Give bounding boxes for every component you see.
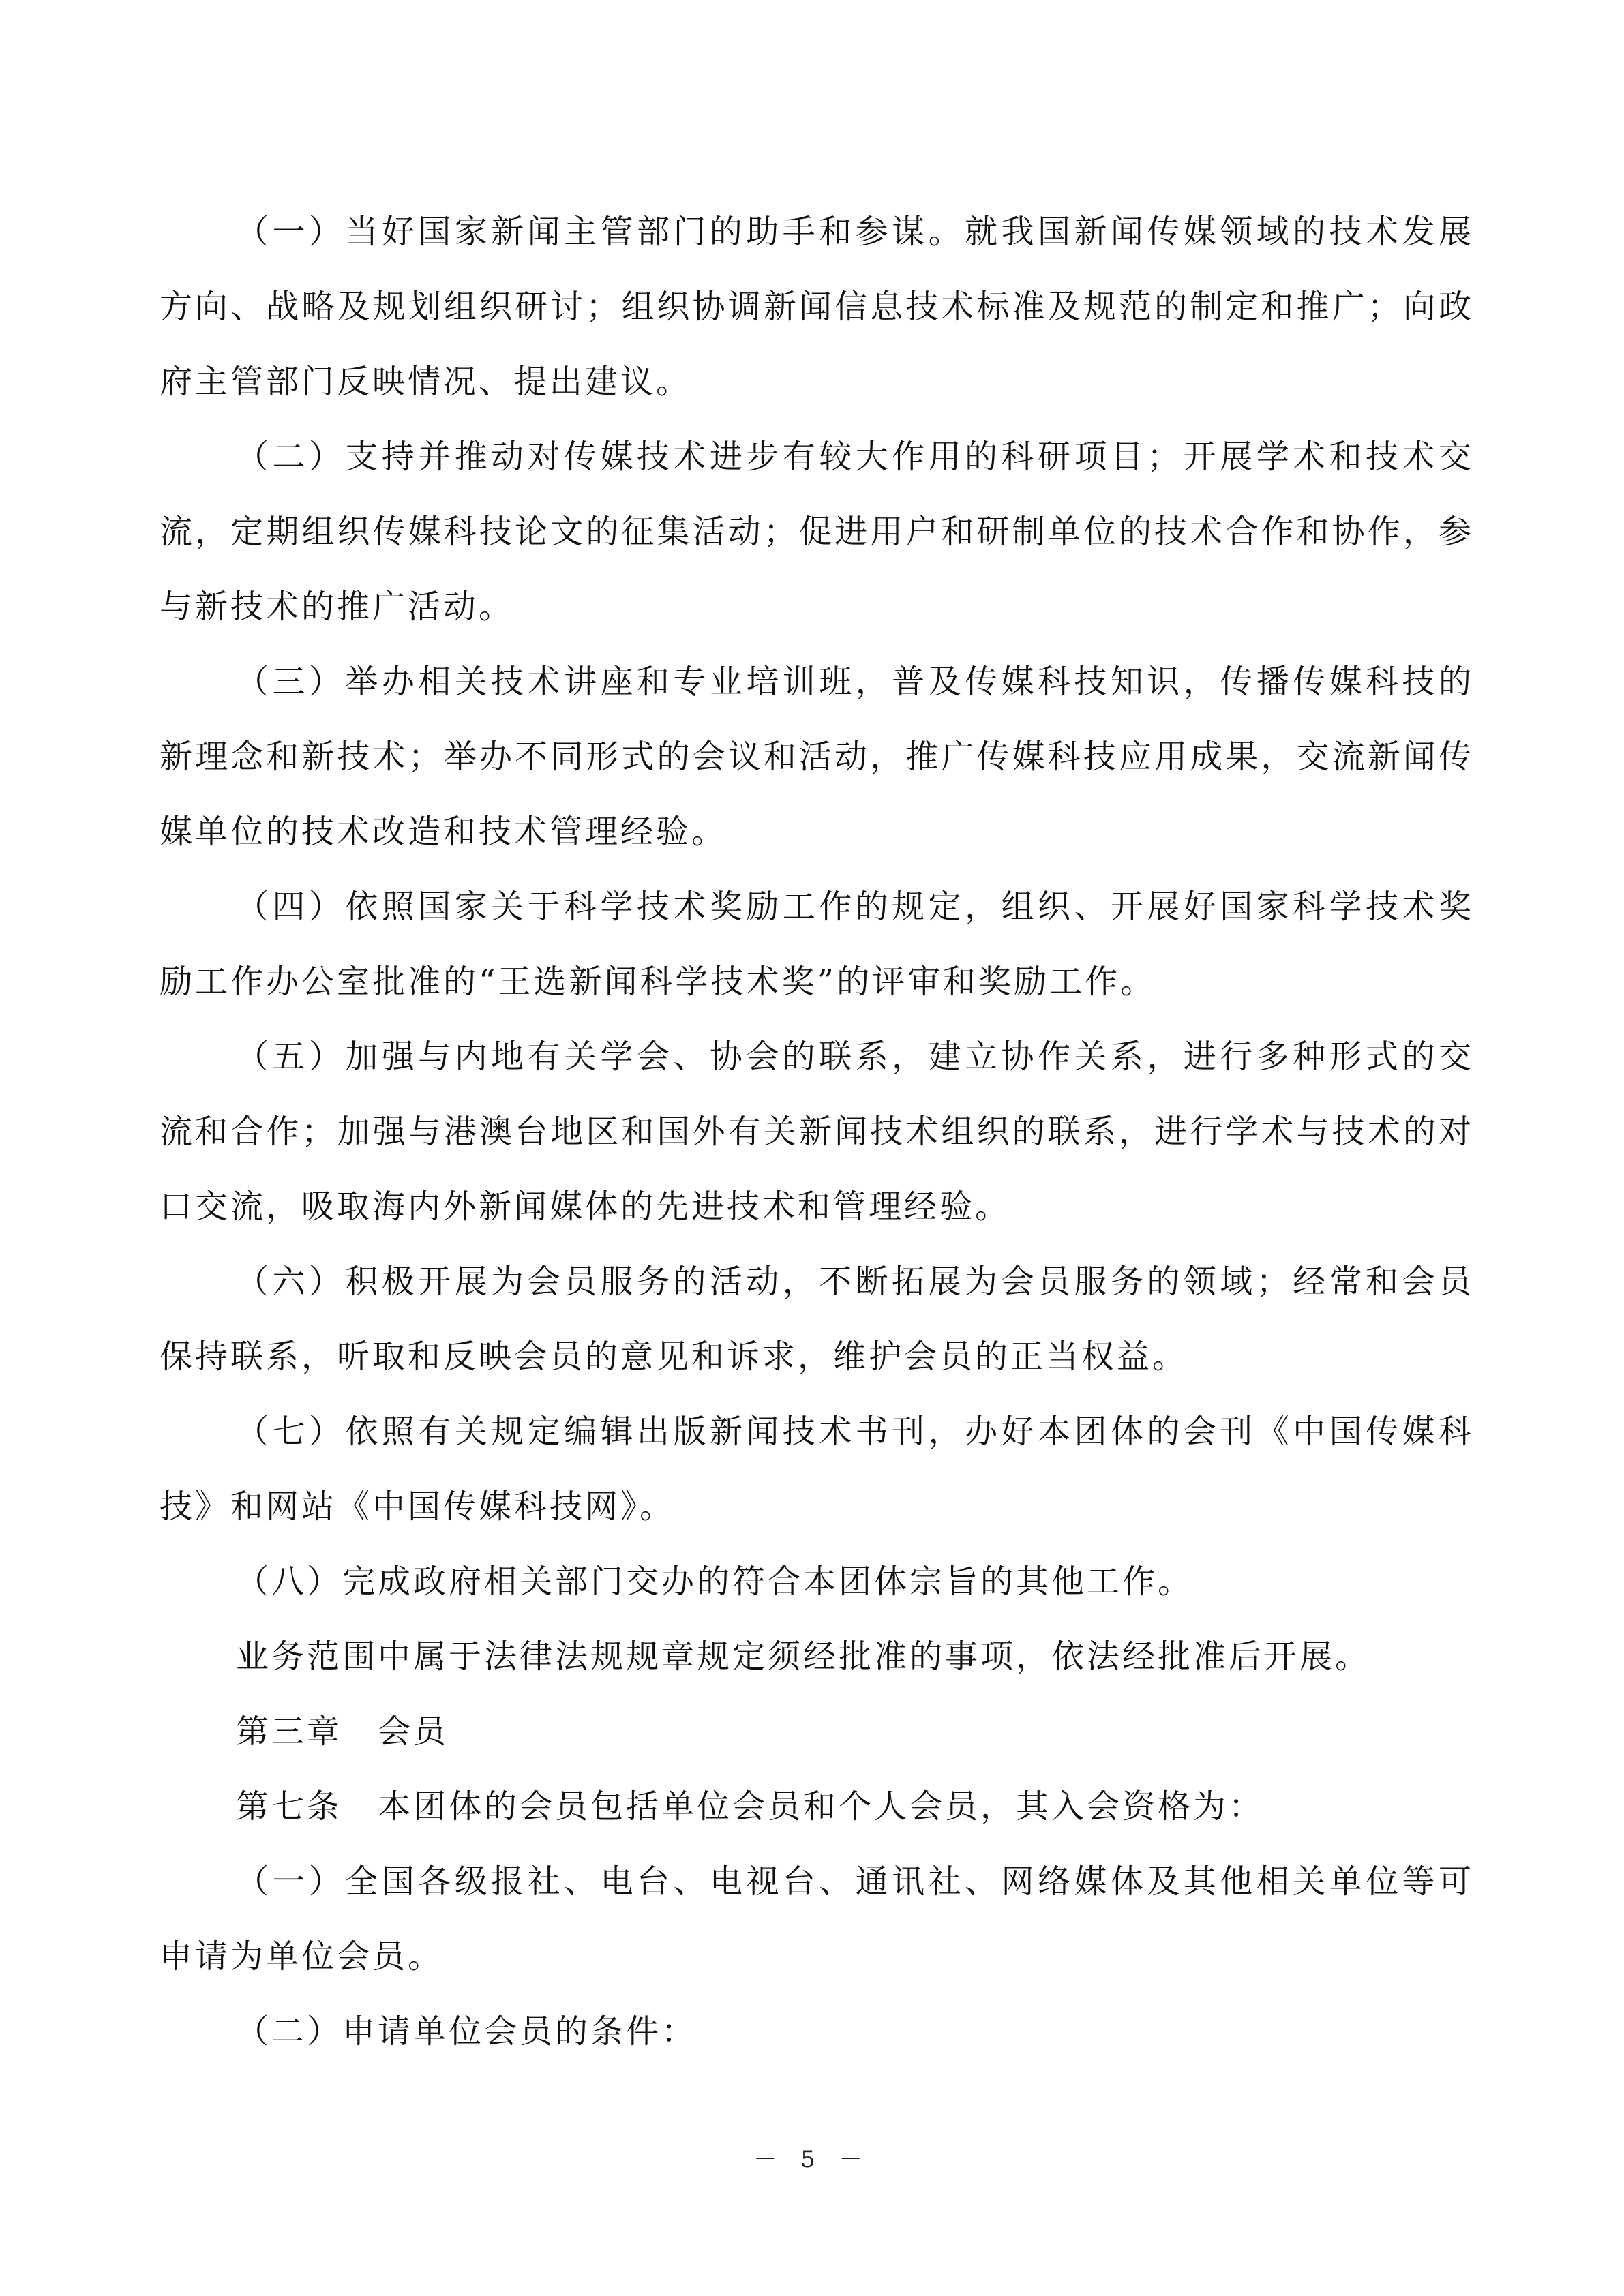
paragraph-business-4: （四）依照国家关于科学技术奖励工作的规定，组织、开展好国家科学技术奖励工作办公室批准的“王选新闻科学技术奖”的评审和奖励工作。 (160, 888, 1474, 1001)
article-seven: 第七条 本团体的会员包括单位会员和个人会员，其入会资格为： (236, 1787, 1265, 1826)
page-number: － 5 － (753, 2146, 871, 2173)
paragraph-business-5: （五）加强与内地有关学会、协会的联系，建立协作关系，进行多种形式的交流和合作；加强与港澳台地区和国外有关新闻技术组织的联系，进行学术与技术的对口交流，吸取海内外新闻媒体的先进技术和管理经验。 (160, 1038, 1474, 1226)
paragraph-business-6: （六）积极开展为会员服务的活动，不断拓展为会员服务的领域；经常和会员保持联系，听取和反映会员的意见和诉求，维护会员的正当权益。 (160, 1263, 1474, 1376)
paragraph-business-8: （八）完成政府相关部门交办的符合本团体宗旨的其他工作。 (236, 1562, 1194, 1601)
paragraph-business-2: （二）支持并推动对传媒技术进步有较大作用的科研项目；开展学术和技术交流，定期组织传媒科技论文的征集活动；促进用户和研制单位的技术合作和协作，参与新技术的推广活动。 (160, 438, 1474, 626)
paragraph-business-3: （三）举办相关技术讲座和专业培训班，普及传媒科技知识，传播传媒科技的新理念和新技术；举办不同形式的会议和活动，推广传媒科技应用成果，交流新闻传媒单位的技术改造和技术管理经验。 (160, 663, 1474, 851)
document-body (160, 194, 1474, 2069)
paragraph-membership-2: （二）申请单位会员的条件： (236, 2012, 697, 2051)
paragraph-business-scope-note: 业务范围中属于法律法规规章规定须经批准的事项，依法经批准后开展。 (236, 1637, 1371, 1676)
paragraph-business-1: （一）当好国家新闻主管部门的助手和参谋。就我国新闻传媒领域的技术发展方向、战略及规划组织研讨；组织协调新闻信息技术标准及规范的制定和推广；向政府主管部门反映情况、提出建议。 (160, 213, 1474, 401)
chapter-heading: 第三章 会员 (236, 1712, 449, 1751)
paragraph-membership-1: （一）全国各级报社、电台、电视台、通讯社、网络媒体及其他相关单位等可申请为单位会员。 (160, 1862, 1474, 1976)
paragraph-business-7: （七）依照有关规定编辑出版新闻技术书刊，办好本团体的会刊《中国传媒科技》和网站《中国传媒科技网》。 (160, 1413, 1474, 1526)
